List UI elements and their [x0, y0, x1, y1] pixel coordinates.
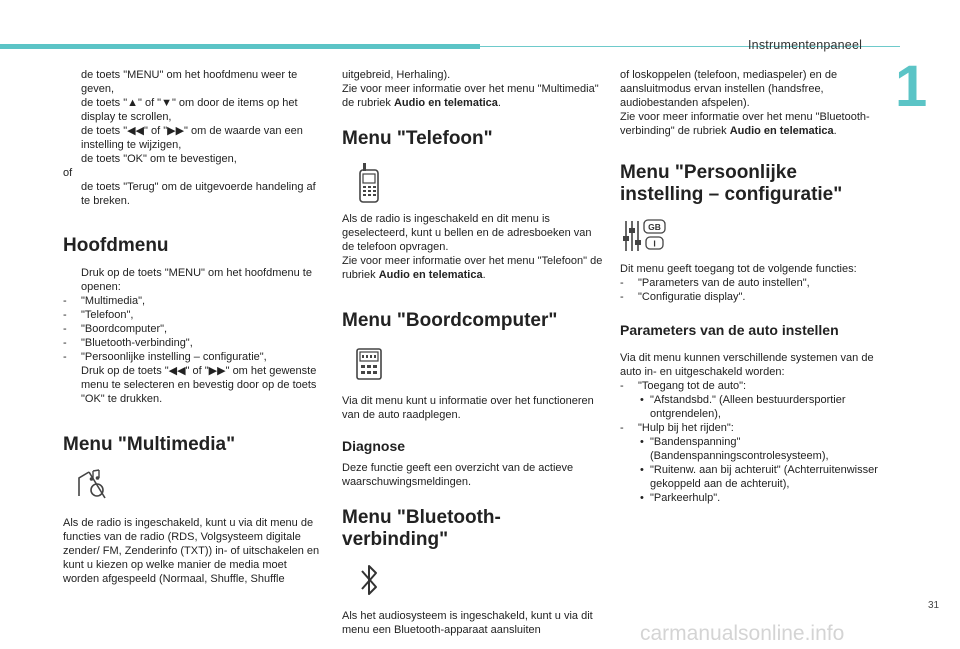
dash-marker: -: [620, 291, 624, 303]
multimedia-more: Zie voor meer informatie over het menu "Multimedia" de rubriek Audio en telematica.: [342, 83, 599, 109]
dash-marker: -: [63, 337, 67, 349]
dash-marker: -: [63, 295, 67, 307]
list-item-text: de toets "MENU" om het hoofdmenu weer te geven,: [81, 69, 298, 95]
hulp-sub-list: [620, 435, 882, 505]
bluetooth-heading: Menu "Bluetooth-verbinding": [342, 507, 501, 550]
list-item: [620, 276, 882, 290]
list-item: [63, 364, 325, 406]
list-item-text: "Ruitenw. aan bij achteruit" (Achterruitenwisser gekoppeld aan de achteruit),: [650, 464, 878, 490]
telefoon-text: Als de radio is ingeschakeld en dit menu is geselecteerd, kunt u bellen en de adresboeken van de telefoon opvragen.: [342, 213, 592, 253]
list-item-text: "Configuratie display".: [638, 291, 746, 303]
column-3: [620, 68, 882, 505]
persoonlijk-heading: Menu "Persoonlijke instelling – configuratie": [620, 162, 843, 205]
dash-marker: -: [620, 422, 624, 434]
list-item-text: de toets "◀◀" of "▶▶" om de waarde van een instelling te wijzigen,: [81, 125, 303, 151]
menu-item: [63, 322, 325, 336]
hoofdmenu-step1: Druk op de toets "MENU" om het hoofdmenu te openen:: [81, 267, 312, 293]
diagnose-text: Deze functie geeft een overzicht van de actieve waarschuwingsmeldingen.: [342, 462, 574, 488]
list-item-text: "Bandenspanning" (Bandenspanningscontrolesysteem),: [650, 436, 829, 462]
dash-marker: -: [620, 380, 624, 392]
link-audio-telematica: Audio en telematica: [393, 97, 498, 109]
chapter-number: 1: [895, 54, 928, 119]
hoofdmenu-heading: Hoofdmenu: [63, 235, 169, 256]
list-item: [620, 421, 882, 435]
list-item-text: "Boordcomputer",: [81, 323, 168, 335]
menu-item: [63, 308, 325, 322]
cancel-text: de toets "Terug" om de uitgevoerde handeling af te breken.: [81, 181, 316, 207]
hulp-label: "Hulp bij het rijden":: [638, 422, 734, 434]
list-item-text: "Bluetooth-verbinding",: [81, 337, 193, 349]
continued-text: uitgebreid, Herhaling).: [342, 69, 451, 81]
continued-text: of loskoppelen (telefoon, mediaspeler) en de aansluitmodus ervan instellen (handsfree, audiobestanden afspelen).: [620, 69, 838, 109]
toegang-label: "Toegang tot de auto":: [638, 380, 747, 392]
icon-label-gb: GB: [648, 222, 661, 232]
menu-item: [63, 294, 325, 308]
settings-sliders-icon: [622, 218, 668, 254]
phone-icon: [354, 162, 384, 204]
persoonlijk-text: Dit menu geeft toegang tot de volgende functies:: [620, 263, 857, 275]
dot-marker: •: [640, 464, 644, 476]
boordcomputer-heading: Menu "Boordcomputer": [342, 310, 558, 331]
watermark: carmanualsonline.info: [640, 622, 845, 645]
dot-marker: •: [640, 394, 644, 406]
or-text: of: [63, 167, 73, 179]
list-item-text: "Parameters van de auto instellen",: [638, 277, 810, 289]
section-title: Instrumentenpaneel: [748, 38, 863, 52]
list-item: [620, 393, 882, 421]
column-1: [63, 68, 325, 586]
dash-marker: -: [620, 277, 624, 289]
list-item-text: "Persoonlijke instelling – configuratie",: [81, 351, 267, 363]
parameters-text: Via dit menu kunnen verschillende systemen van de auto in- en uitgeschakeld worden:: [620, 352, 874, 378]
list-item-text: de toets "OK" om te bevestigen,: [81, 153, 237, 165]
page-number: 31: [928, 600, 940, 611]
trip-computer-icon: [354, 346, 384, 382]
list-item-text: "Multimedia",: [81, 295, 146, 307]
dash-marker: -: [63, 351, 67, 363]
hoofdmenu-step2: Druk op de toets "◀◀" of "▶▶" om het gewenste menu te selecteren en bevestig door op de toets "OK" te drukken.: [81, 365, 317, 405]
list-item: [63, 152, 325, 166]
more-text: Zie voor meer informatie over het menu "Bluetooth-verbinding" de rubriek: [620, 111, 870, 137]
link-audio-telematica: Audio en telematica: [729, 125, 834, 137]
list-item: [63, 68, 325, 96]
menu-items-list: [63, 294, 325, 364]
diagnose-heading: Diagnose: [342, 438, 406, 454]
list-item: [620, 435, 882, 463]
column-2: [342, 68, 604, 637]
bluetooth-icon: [354, 561, 384, 599]
link-audio-telematica: Audio en telematica: [378, 269, 483, 281]
list-item: [63, 180, 325, 208]
dash-marker: -: [63, 309, 67, 321]
list-item: [63, 266, 325, 294]
persoonlijk-items-list: [620, 276, 882, 304]
list-item: [620, 463, 882, 491]
menu-item: [63, 336, 325, 350]
boordcomputer-text: Via dit menu kunt u informatie over het functioneren van de auto raadplegen.: [342, 395, 594, 421]
list-item: [620, 290, 882, 304]
icon-label-i: I: [653, 238, 656, 249]
parameters-heading: Parameters van de auto instellen: [620, 322, 839, 338]
intro-list: [63, 68, 325, 166]
list-item: [620, 379, 882, 393]
list-item: [63, 124, 325, 152]
multimedia-heading: Menu "Multimedia": [63, 434, 236, 455]
toegang-sub: "Afstandsbd." (Alleen bestuurdersportier ontgrendelen),: [650, 394, 846, 420]
list-item: [620, 491, 882, 505]
music-note-icon: [75, 468, 109, 502]
dot-marker: •: [640, 492, 644, 504]
multimedia-text: Als de radio is ingeschakeld, kunt u via dit menu de functies van de radio (RDS, Volgsysteem digitale zender/ FM, Zenderinfo (TXT)) in- of uitschakelen en kunt u kiezen op welke manier de media moet worden afgespeeld (Normaal, Shuffle, Shuffle: [63, 517, 320, 585]
list-item-text: de toets "▲" of "▼" om door de items op het display te scrollen,: [81, 97, 298, 123]
menu-item: [63, 350, 325, 364]
bluetooth-text: Als het audiosysteem is ingeschakeld, kunt u via dit menu een Bluetooth-apparaat aansluiten: [342, 610, 593, 636]
list-item-text: "Parkeerhulp".: [650, 492, 721, 504]
telefoon-heading: Menu "Telefoon": [342, 128, 493, 149]
bluetooth-more: Zie voor meer informatie over het menu "Bluetooth-verbinding" de rubriek Audio en telematica.: [620, 111, 870, 137]
dot-marker: •: [640, 436, 644, 448]
dash-marker: -: [63, 323, 67, 335]
telefoon-more: Zie voor meer informatie over het menu "Telefoon" de rubriek Audio en telematica.: [342, 255, 603, 281]
header-accent-bar: [0, 44, 480, 49]
more-text: Zie voor meer informatie over het menu "Telefoon" de rubriek: [342, 255, 603, 281]
list-item-text: "Telefoon",: [81, 309, 134, 321]
list-item: [63, 96, 325, 124]
more-text: Zie voor meer informatie over het menu "Multimedia" de rubriek: [342, 83, 599, 109]
